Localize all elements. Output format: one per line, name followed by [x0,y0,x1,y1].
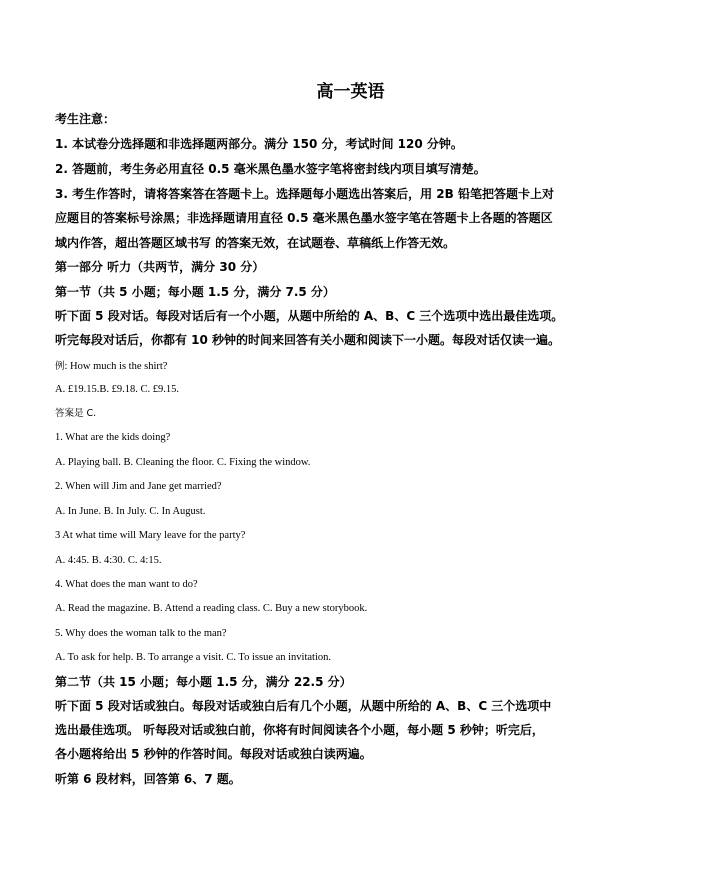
section1-intro-line-1: 听下面 5 段对话。每段对话后有一个小题，从题中所给的 A、B、C 三个选项中选出最佳选项。 [55,309,564,323]
notice-item-1: 1. 本试卷分选择题和非选择题两部分。满分 150 分，考试时间 120 分钟。 [55,137,463,151]
part1-heading: 第一部分 听力（共两节，满分 30 分） [55,260,265,274]
example-question-line [55,357,167,375]
question-5-options: A. To ask for help. B. To arrange a visit. C. To issue an invitation. [55,652,332,663]
section2-intro-line-3: 各小题将给出 5 秒钟的作答时间。每段对话或独白读两遍。 [55,747,372,761]
section2-intro-line-1: 听下面 5 段对话或独白。每段对话或独白后有几个小题，从题中所给的 A、B、C 三个选项中 [55,699,552,713]
section1-intro-line-2: 听完每段对话后，你都有 10 秒钟的时间来回答有关小题和阅读下一小题。每段对话仅读一遍。 [55,333,561,347]
question-1: 1. What are the kids doing? [55,432,171,443]
question-2-options: A. In June. B. In July. C. In August. [55,506,206,517]
question-4-options: A. Read the magazine. B. Attend a reading class. C. Buy a new storybook. [55,603,368,614]
section2-intro-line-2: 选出最佳选项。 听每段对话或独白前，你将有时间阅读各个小题，每小题 5 秒钟；听完后， [55,723,544,737]
example-question: : How much is the shirt? [64,361,168,372]
question-1-options: A. Playing ball. B. Cleaning the floor. C. Fixing the window. [55,457,311,468]
notice-item-3-line-2: 应题目的答案标号涂黑；非选择题请用直径 0.5 毫米黑色墨水签字笔在答题卡上各题的答题区 [55,211,553,225]
question-5: 5. Why does the woman talk to the man? [55,628,227,639]
notice-item-3-line-3: 域内作答，超出答题区域书写 的答案无效，在试题卷、草稿纸上作答无效。 [55,236,456,250]
question-4: 4. What does the man want to do? [55,579,198,590]
example-label: 例 [55,361,65,372]
material-instruction: 听第 6 段材料，回答第 6、7 题。 [55,772,241,786]
example-answer: 答案是 C. [55,408,97,419]
question-3: 3 At what time will Mary leave for the party? [55,530,246,541]
example-options: A. £19.15.B. £9.18. C. £9.15. [55,384,179,395]
question-2: 2. When will Jim and Jane get married? [55,481,222,492]
notice-item-3-line-1: 3. 考生作答时，请将答案答在答题卡上。选择题每小题选出答案后，用 2B 铅笔把答题卡上对 [55,187,554,201]
section2-heading: 第二节（共 15 小题；每小题 1.5 分，满分 22.5 分） [55,675,352,689]
page-title: 高一英语 [316,82,385,102]
question-3-options: A. 4:45. B. 4:30. C. 4:15. [55,555,162,566]
section1-heading: 第一节（共 5 小题；每小题 1.5 分，满分 7.5 分） [55,285,335,299]
notice-item-2: 2. 答题前，考生务必用直径 0.5 毫米黑色墨水签字笔将密封线内项目填写清楚。 [55,162,486,176]
notice-heading: 考生注意： [55,112,116,126]
